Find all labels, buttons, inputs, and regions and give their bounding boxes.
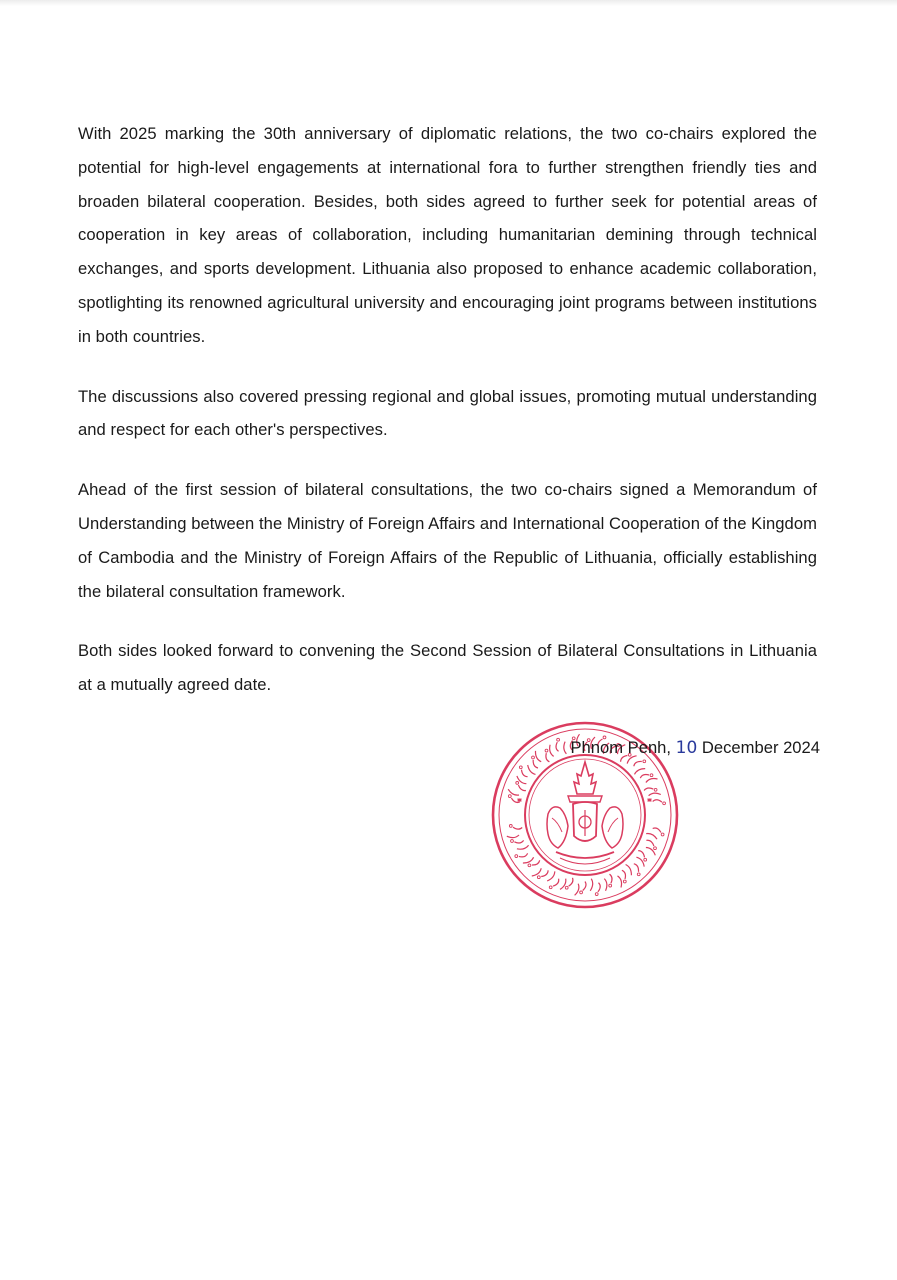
seal-ring-glyph (590, 879, 593, 891)
seal-ring-dot (528, 864, 531, 867)
seal-ring-dot (654, 847, 657, 850)
seal-ring-glyph (523, 857, 534, 863)
seal-ring-dot (511, 840, 514, 843)
seal-ring-glyph (636, 857, 644, 866)
seal-ring-glyph (569, 878, 573, 886)
seal-ring-glyph (518, 785, 526, 790)
seal-ring-glyph (583, 882, 586, 891)
seal-ring-glyph (532, 860, 540, 865)
seal-ring-dot (532, 756, 535, 759)
seal-ring-dot (557, 738, 560, 741)
seal-ring-glyph (575, 884, 579, 896)
seal-ring-glyph (564, 742, 567, 754)
seal-ring-dot (515, 855, 518, 858)
seal-ring-dot (654, 788, 657, 791)
seal-ring-glyph (532, 868, 541, 876)
seal-ring-glyph (598, 883, 600, 892)
seal-ring-dot (549, 886, 552, 889)
seal-ring-dot (565, 886, 568, 889)
seal-ring-glyph (646, 833, 657, 839)
seal-ring-glyph (622, 870, 626, 879)
seal-ring-dot (537, 876, 540, 879)
seal-ring-glyph (541, 870, 548, 876)
seal-ring-glyph (626, 865, 632, 876)
seal-ring-glyph (556, 742, 559, 751)
seal-ring-dot (519, 766, 522, 769)
seal-ring-glyph (640, 775, 649, 779)
seal-ring-glyph (517, 845, 529, 849)
seal-ring-glyph (535, 751, 541, 762)
seal-ring-glyph (653, 800, 662, 802)
seal-ring-dot (595, 893, 598, 896)
seal-ring-glyph (553, 879, 559, 886)
paragraph-memorandum: Ahead of the first session of bilateral consultations, the two co-chairs signed a Memorandum of Understanding between the Ministry of Foreign Affairs and International Cooperation of the Kingdom of Cambodia and the Ministry of Foreign Affairs of the Republic of Lithuania, officially establishing the bilateral consultation framework. (78, 480, 817, 601)
paragraph-second-session: Both sides looked forward to convening the Second Session of Bilateral Consultations in Lithuania at a mutually agreed date. (78, 641, 817, 695)
seal-ring-glyph (653, 828, 661, 833)
seal-ring-glyph (522, 770, 528, 777)
seal-ring-dot (516, 782, 519, 785)
seal-ring-glyph (635, 769, 646, 775)
paragraph-discussions: The discussions also covered pressing regional and global issues, promoting mutual understanding and respect for each other's perspectives. (78, 386, 817, 440)
seal-ring-dot (663, 802, 666, 805)
seal-ring-glyph (649, 793, 661, 796)
seal-ring-dot (609, 884, 612, 887)
seal-ring-dot (580, 891, 583, 894)
seal-ring-dot (545, 749, 548, 752)
seal-ring-glyph (604, 879, 607, 891)
seal-ring-glyph (546, 753, 550, 762)
seal-ring-dot (661, 833, 664, 836)
seal-ring-glyph (533, 760, 538, 768)
seal-ring-dot (644, 858, 647, 861)
paragraph-anniversary: With 2025 marking the 30th anniversary of diplomatic relations, the two co-chairs explored the potential for high-level engagements at international fora to further strengthen friendly ties and broaden bilateral cooperation. Besides, both sides agreed to further seek for potential areas of cooperation in key areas of collaboration, including humanitarian demining through technical exchanges, and sports development. Lithuania also proposed to enhance academic collaboration, spotlighting its renowned agricultural university and encouraging joint programs between institutions in both countries. (78, 124, 817, 346)
seal-ring-dot (509, 825, 512, 828)
seal-ring-glyph (646, 778, 658, 782)
seal-ring-glyph (638, 851, 644, 858)
seal-ring-glyph (634, 761, 642, 766)
seal-ring-dot (508, 795, 511, 798)
seal-ring-glyph (507, 835, 519, 838)
seal-ring-dot (650, 774, 653, 777)
signature-block (480, 718, 820, 918)
seal-ring-glyph (644, 788, 653, 791)
seal-ring-glyph (550, 745, 554, 757)
signing-month-year: December 2024 (701, 738, 820, 757)
place-name: Phnom Penh, (570, 738, 672, 757)
signing-day: 10 (675, 738, 698, 758)
seal-ring-glyph (618, 876, 622, 888)
seal-ring-dot (637, 873, 640, 876)
page-top-edge (0, 0, 897, 6)
seal-ring-glyph (514, 840, 523, 843)
seal-ring-glyph (513, 827, 522, 829)
seal-ring-glyph (547, 871, 555, 881)
seal-ring-glyph (646, 840, 654, 846)
seal-ring-dot (623, 880, 626, 883)
document-body (78, 117, 817, 728)
seal-ring-glyph (519, 853, 528, 857)
seal-ring-dot (643, 760, 646, 763)
place-and-date (570, 737, 820, 759)
seal-ring-glyph (634, 864, 639, 872)
seal-ring-glyph (610, 874, 613, 883)
